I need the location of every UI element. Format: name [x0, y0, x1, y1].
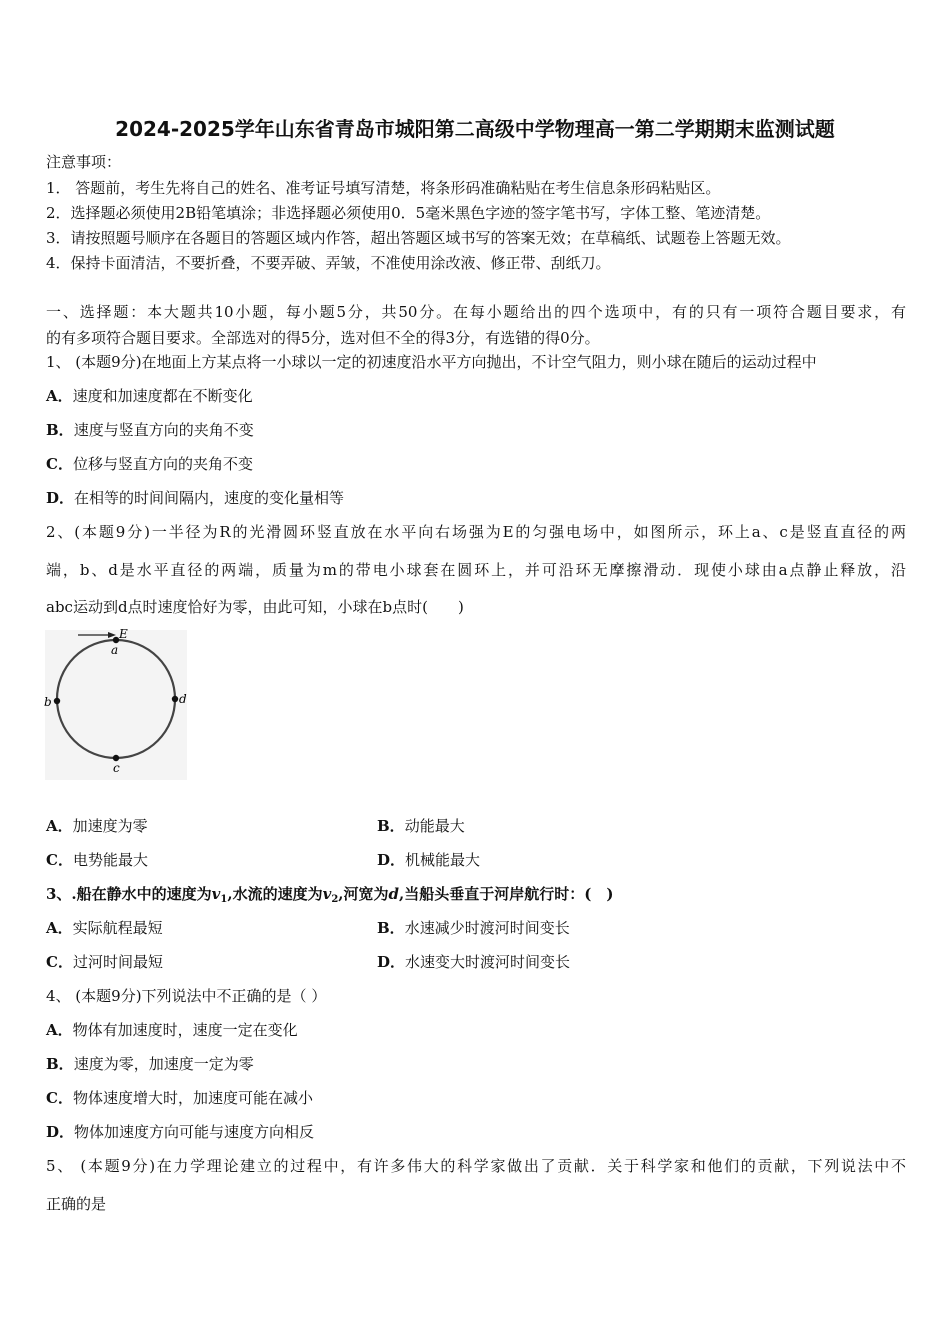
q4-stem: 4、 (本题9分)下列说法中不正确的是（ ） — [46, 987, 327, 1005]
q1-option-d: D．在相等的时间间隔内，速度的变化量相等 — [46, 489, 345, 507]
q2-stem-line-3: abc运动到d点时速度恰好为零，由此可知，小球在b点时( ) — [46, 598, 464, 616]
q3-option-c: C．过河时间最短 — [46, 953, 163, 971]
notes-item-1: 1． 答题前，考生先将自己的姓名、准考证号填写清楚，将条形码准确粘贴在考生信息条形码粘贴区。 — [46, 179, 721, 197]
q1-option-a: A．速度和加速度都在不断变化 — [46, 387, 253, 405]
label-c: c — [113, 761, 120, 775]
section-intro-line-1: 一、选择题：本大题共10小题，每小题5分，共50分。在每小题给出的四个选项中，有的只有一项符合题目要求，有 — [46, 303, 906, 321]
page-title: 2024-2025学年山东省青岛市城阳第二高级中学物理高一第二学期期末监测试题 — [115, 117, 835, 141]
label-e: E — [119, 627, 128, 641]
ring — [57, 640, 175, 758]
q2-stem-line-1: 2、(本题9分)一半径为R的光滑圆环竖直放在水平向右场强为E的匀强电场中，如图所示，环上a、c是竖直直径的两 — [46, 523, 906, 541]
q3-option-b: B．水速减少时渡河时间变长 — [377, 919, 570, 937]
q3-stem: 3、.船在静水中的速度为$v_1$,水流的速度为$v_2$,河宽为d,当船头垂直于河岸航行时：( ) — [46, 885, 614, 905]
q5-stem-line-2: 正确的是 — [46, 1195, 107, 1213]
ring-field-figure — [44, 627, 187, 780]
section-intro-line-2: 的有多项符合题目要求。全部选对的得5分，选对但不全的得3分，有选错的得0分。 — [46, 329, 600, 347]
point-d — [172, 696, 178, 702]
label-a: a — [111, 643, 119, 657]
ring-field-diagram — [44, 627, 187, 780]
label-b: b — [44, 695, 52, 709]
q5-stem-line-1: 5、 (本题9分)在力学理论建立的过程中，有许多伟大的科学家做出了贡献．关于科学家和他们的贡献，下列说法中不 — [46, 1157, 906, 1175]
q2-option-c: C．电势能最大 — [46, 851, 148, 869]
point-b — [54, 698, 60, 704]
q4-option-d: D．物体加速度方向可能与速度方向相反 — [46, 1123, 315, 1141]
q1-option-c: C．位移与竖直方向的夹角不变 — [46, 455, 253, 473]
q2-stem-line-2: 端，b、d是水平直径的两端，质量为m的带电小球套在圆环上，并可沿环无摩擦滑动．现使小球由a点静止释放，沿 — [46, 561, 906, 579]
q4-option-b: B．速度为零，加速度一定为零 — [46, 1055, 254, 1073]
notes-heading: 注意事项： — [46, 153, 122, 171]
q2-option-d: D．机械能最大 — [377, 851, 481, 869]
notes-item-3: 3．请按照题号顺序在各题目的答题区域内作答，超出答题区域书写的答案无效；在草稿纸、试题卷上答题无效。 — [46, 229, 791, 247]
q3-option-d: D．水速变大时渡河时间变长 — [377, 953, 571, 971]
q2-option-a: A．加速度为零 — [46, 817, 148, 835]
q1-option-b: B．速度与竖直方向的夹角不变 — [46, 421, 254, 439]
q1-stem: 1、 (本题9分)在地面上方某点将一小球以一定的初速度沿水平方向抛出，不计空气阻力，则小球在随后的运动过程中 — [46, 353, 817, 371]
q3-option-a: A．实际航程最短 — [46, 919, 163, 937]
notes-item-4: 4．保持卡面清洁，不要折叠，不要弄破、弄皱，不准使用涂改液、修正带、刮纸刀。 — [46, 254, 611, 272]
q4-option-c: C．物体速度增大时，加速度可能在减小 — [46, 1089, 313, 1107]
notes-item-2: 2．选择题必须使用2B铅笔填涂；非选择题必须使用0．5毫米黑色字迹的签字笔书写，字体工整、笔迹清楚。 — [46, 204, 771, 222]
label-d: d — [179, 692, 187, 706]
q2-option-b: B．动能最大 — [377, 817, 465, 835]
q4-option-a: A．物体有加速度时，速度一定在变化 — [46, 1021, 298, 1039]
